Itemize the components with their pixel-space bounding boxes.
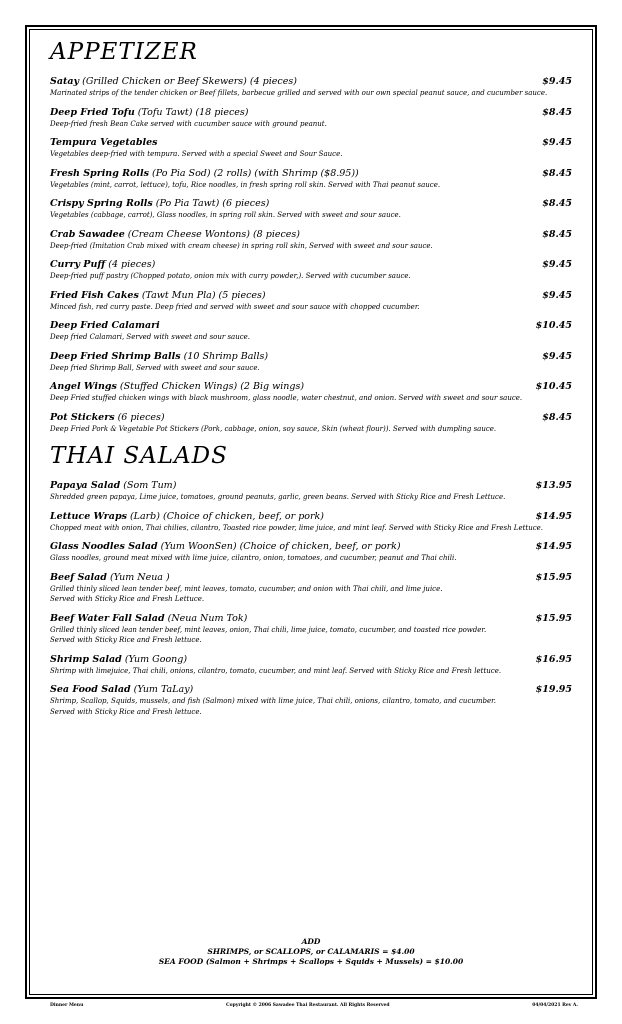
menu-item-name: Curry Puff — [50, 259, 106, 270]
menu-item-header — [50, 107, 572, 119]
footer-copyright: Copyright © 2006 Sawadee Thai Restaurant. All Rights Reserved — [226, 1003, 390, 1008]
menu-item — [50, 684, 572, 717]
appetizer-title: APPETIZER — [50, 39, 198, 65]
menu-item-header — [50, 76, 572, 88]
menu-item-name: Deep Fried Tofu — [50, 106, 135, 118]
menu-item — [50, 381, 572, 404]
menu-item-description: Deep Fried Pork & Vegetable Pot Stickers (Pork, cabbage, onion, soy sauce, Skin (wheat flour)). Served with dumpling sauce. — [50, 424, 497, 433]
menu-item-description: Deep-fried puff pastry (Chopped potato, onion mix with curry powder,). Served with cucumber sauce. — [50, 272, 411, 280]
menu-item-name: Satay — [50, 76, 80, 87]
menu-item-name: Beef Water Fall Salad — [50, 612, 165, 624]
menu-item-name: Angel Wings — [50, 381, 117, 392]
menu-item-price: $8.45 — [542, 228, 572, 240]
menu-item-price: $8.45 — [542, 411, 572, 423]
menu-item-description: Vegetables (mint, carrot, lettuce), tofu, Rice noodles, in fresh spring roll skin. Served with Thai peanut sauce. — [50, 180, 441, 189]
menu-item-detail: (10 Shrimp Balls) — [180, 350, 269, 362]
menu-item-description: Deep-fried (Imitation Crab mixed with cream cheese) in spring roll skin, Served with sweet and sour sauce. — [50, 241, 433, 250]
add-heading: ADD — [301, 937, 321, 946]
menu-item-price: $14.95 — [535, 541, 572, 552]
menu-item — [50, 572, 572, 605]
menu-item-price: $9.45 — [542, 289, 572, 301]
menu-item-description: Shredded green papaya, Lime juice, tomatoes, ground peanuts, garlic, green beans. Served with Sticky Rice and Fresh Lettuce. — [50, 493, 506, 501]
menu-item-detail: (Tawt Mun Pla) (5 pieces) — [138, 289, 266, 301]
footer-revision: 04/04/2021 Rev A. — [532, 1003, 578, 1008]
menu-item-title — [50, 168, 359, 180]
menu-item-header — [50, 572, 572, 584]
menu-item — [50, 290, 572, 313]
menu-item — [50, 168, 572, 191]
menu-item — [50, 412, 572, 435]
menu-item-description: Glass noodles, ground meat mixed with lime juice, cilantro, onion, tomatoes, and cucumber, peanut and Thai chili. — [50, 554, 457, 562]
menu-item — [50, 511, 572, 534]
menu-item-description: Shrimp, Scallop, Squids, mussels, and fish (Salmon) mixed with lime juice, Thai chili, onions, cilantro, tomato, and cucumber. — [50, 697, 496, 705]
menu-item-name: Tempura Vegetables — [50, 137, 158, 148]
menu-item-name: Fresh Spring Rolls — [50, 167, 149, 179]
menu-item — [50, 613, 572, 646]
menu-item-detail: (4 pieces) — [105, 259, 156, 270]
menu-item-header — [50, 511, 572, 523]
menu-item-title — [50, 137, 158, 149]
menu-item-description: Grilled thinly sliced lean tender beef, mint leaves, onion, Thai chili, lime juice, tomato, cucumber, and toasted rice powder. — [50, 625, 487, 634]
menu-item-name: Crispy Spring Rolls — [50, 198, 153, 209]
menu-item-title — [50, 541, 401, 553]
menu-item-header — [50, 320, 572, 332]
menu-item-detail: (Grilled Chicken or Beef Skewers) (4 pieces) — [79, 76, 297, 87]
menu-item — [50, 351, 572, 374]
menu-item-title — [50, 613, 247, 625]
menu-item-title — [50, 320, 160, 332]
footer-menu-name: Dinner Menu — [50, 1003, 84, 1008]
menu-content — [50, 38, 572, 725]
menu-item — [50, 320, 572, 343]
menu-item — [50, 198, 572, 221]
menu-item-header — [50, 684, 572, 696]
menu-item-price: $16.95 — [535, 653, 572, 665]
menu-item-detail: (Cream Cheese Wontons) (8 pieces) — [124, 228, 301, 240]
menu-item-price: $14.95 — [535, 510, 572, 522]
menu-item-description: Deep Fried stuffed chicken wings with black mushroom, glass noodle, water chestnut, and onion. Served with sweet and sour sauce. — [50, 394, 523, 402]
menu-item — [50, 76, 572, 99]
menu-item-price: $19.95 — [535, 684, 572, 695]
appetizer-list — [50, 76, 572, 434]
menu-item-price: $10.45 — [535, 320, 572, 331]
menu-item-title — [50, 572, 170, 584]
menu-item-detail: (Yum WoonSen) (Choice of chicken, beef, or pork) — [157, 541, 401, 552]
add-line-seafood-combo: SEA FOOD (Salmon + Shrimps + Scallops + Squids + Mussels) = $10.00 — [158, 957, 464, 966]
menu-item-description: Vegetables deep-fried with tempura. Served with a special Sweet and Sour Sauce. — [50, 150, 343, 158]
menu-item-title — [50, 76, 297, 88]
menu-item-title — [50, 259, 155, 271]
menu-item-name: Sea Food Salad — [50, 684, 131, 695]
menu-item-name: Deep Fried Calamari — [50, 320, 160, 331]
menu-item-name: Beef Salad — [50, 571, 107, 583]
menu-item-title — [50, 229, 300, 241]
menu-item-header — [50, 290, 572, 302]
menu-item-detail: (Tofu Tawt) (18 pieces) — [134, 106, 249, 118]
menu-item — [50, 480, 572, 503]
menu-item-description: Marinated strips of the tender chicken or Beef fillets, barbecue grilled and served with our own special peanut sauce, and cucumber sauce. — [50, 89, 548, 97]
menu-item-name: Shrimp Salad — [50, 653, 122, 665]
menu-item-price: $9.45 — [542, 137, 572, 148]
add-ons — [50, 937, 572, 967]
menu-item-description: Shrimp with limejuice, Thai chili, onions, cilantro, tomato, cucumber, and mint leaf. Served with Sticky Rice and Fresh lettuce. — [50, 666, 502, 675]
menu-item-price: $15.95 — [535, 571, 572, 583]
menu-item-description: Served with Sticky Rice and Fresh Lettuce. — [50, 595, 205, 603]
menu-item-title — [50, 198, 269, 210]
menu-item-detail: (Larb) (Choice of chicken, beef, or pork) — [126, 510, 325, 522]
menu-item-name: Crab Sawadee — [50, 228, 125, 240]
menu-item-description: Deep-fried fresh Bean Cake served with cucumber sauce with ground peanut. — [50, 119, 327, 128]
menu-item-description: Minced fish, red curry paste. Deep fried and served with sweet and sour sauce with chopped cucumber. — [50, 302, 420, 311]
menu-item — [50, 654, 572, 677]
thai-salads-title: THAI SALADS — [50, 443, 228, 469]
menu-item-description: Served with Sticky Rice and Fresh lettuce. — [50, 636, 202, 644]
salads-list — [50, 480, 572, 717]
menu-item-header — [50, 412, 572, 424]
menu-item — [50, 107, 572, 130]
menu-item-detail: (Neua Num Tok) — [164, 612, 248, 624]
menu-item-detail: (Po Pia Tawt) (6 pieces) — [152, 198, 270, 209]
salads-section — [50, 442, 572, 717]
menu-item-description: Deep fried Calamari, Served with sweet and sour sauce. — [50, 333, 251, 341]
menu-item-header — [50, 381, 572, 393]
menu-item-header — [50, 259, 572, 271]
menu-item-description: Grilled thinly sliced lean tender beef, mint leaves, tomato, cucumber, and onion with Thai chili, and lime juice. — [50, 584, 443, 593]
menu-item-header — [50, 541, 572, 553]
menu-item-detail: (6 pieces) — [114, 411, 165, 423]
menu-item-header — [50, 168, 572, 180]
menu-item — [50, 259, 572, 282]
menu-item-name: Lettuce Wraps — [50, 510, 127, 522]
menu-item-title — [50, 654, 187, 666]
menu-item-price: $13.95 — [535, 480, 572, 491]
menu-item-price: $9.45 — [542, 76, 572, 87]
menu-item-header — [50, 654, 572, 666]
menu-item-description: Deep fried Shrimp Ball, Served with sweet and sour sauce. — [50, 363, 260, 372]
menu-item-header — [50, 351, 572, 363]
menu-item — [50, 541, 572, 564]
page-footer — [50, 1003, 578, 1008]
menu-item-title — [50, 351, 268, 363]
menu-item-price: $9.45 — [542, 259, 572, 270]
menu-item-name: Fried Fish Cakes — [50, 289, 139, 301]
menu-item-price: $15.95 — [535, 612, 572, 624]
menu-item-header — [50, 613, 572, 625]
menu-item-detail: (Yum TaLay) — [130, 684, 194, 695]
menu-item-detail: (Yum Neua ) — [106, 571, 170, 583]
add-line-seafood-single: SHRIMPS, or SCALLOPS, or CALAMARIS = $4.00 — [207, 947, 415, 956]
menu-item-description: Vegetables (cabbage, carrot), Glass noodles, in spring roll skin. Served with sweet and sour sauce. — [50, 211, 401, 219]
menu-item-title — [50, 511, 324, 523]
menu-item-detail: (Po Pia Sod) (2 rolls) (with Shrimp ($8.95)) — [148, 167, 359, 179]
menu-item-description: Chopped meat with onion, Thai chilies, cilantro, Toasted rice powder, lime juice, and mint leaf. Served with Sticky Rice and Fresh Lettuce. — [50, 523, 544, 532]
menu-item-title — [50, 290, 266, 302]
menu-item-detail: (Som Tum) — [120, 480, 177, 491]
menu-item-header — [50, 137, 572, 149]
menu-item-price: $8.45 — [542, 198, 572, 209]
menu-item-name: Glass Noodles Salad — [50, 541, 158, 552]
menu-item-title — [50, 480, 176, 492]
menu-item-name: Papaya Salad — [50, 480, 121, 491]
menu-item-detail: (Yum Goong) — [121, 653, 188, 665]
menu-item-description: Served with Sticky Rice and Fresh lettuce. — [50, 707, 202, 716]
menu-item-header — [50, 229, 572, 241]
menu-item-price: $8.45 — [542, 167, 572, 179]
menu-item-price: $9.45 — [542, 350, 572, 362]
menu-item-title — [50, 107, 249, 119]
menu-item — [50, 229, 572, 252]
menu-item-price: $8.45 — [542, 106, 572, 118]
menu-item-header — [50, 480, 572, 492]
menu-item-price: $10.45 — [535, 381, 572, 392]
menu-item-title — [50, 684, 193, 696]
menu-item-title — [50, 381, 304, 393]
menu-item-detail: (Stuffed Chicken Wings) (2 Big wings) — [116, 381, 305, 392]
menu-item-name: Pot Stickers — [50, 411, 115, 423]
menu-item-title — [50, 412, 165, 424]
menu-item-name: Deep Fried Shrimp Balls — [50, 350, 181, 362]
menu-item — [50, 137, 572, 160]
menu-item-header — [50, 198, 572, 210]
